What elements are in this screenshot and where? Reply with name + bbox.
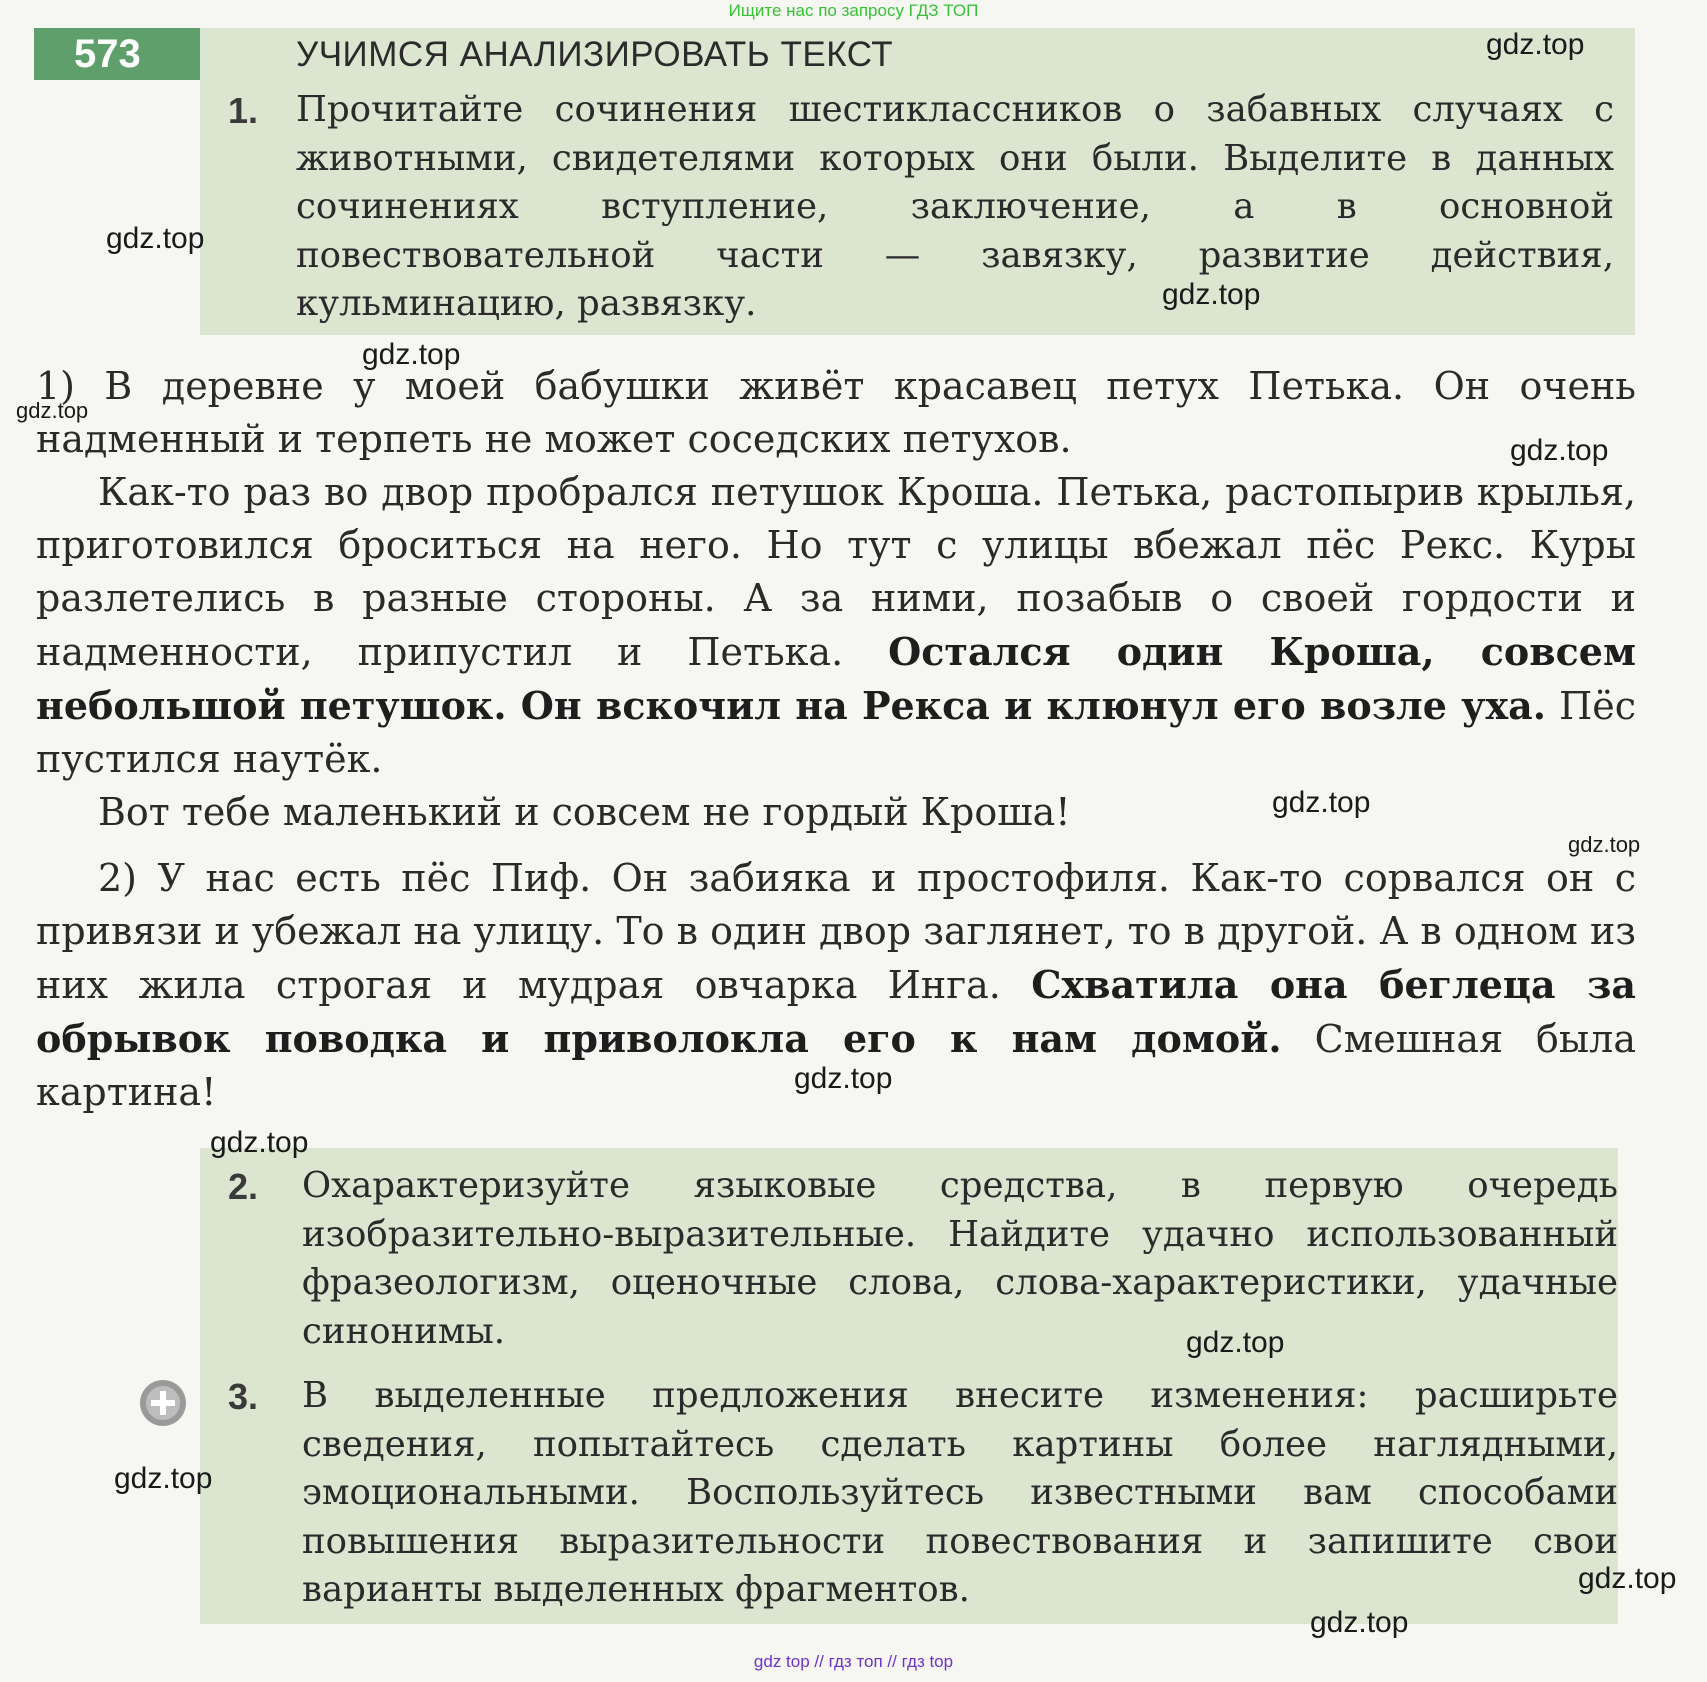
watermark: gdz.top [362,338,461,371]
essay-2-highlighted-sentence: Схватила она беглеца за обрывок поводка и приволокла его к нам домой. [36,962,1636,1061]
essay-1-p2-text: Как-то раз во двор пробрался петушок Кроша. Петька, растопырив крылья, приготовился броситься на него. Но тут с улицы вбежал пёс Рекс. Куры разлетелись в разные стороны. А за ними, позабыв о своей гордости и надменности, припустил и Петька. [36,470,1636,674]
watermark: gdz.top [114,1462,213,1495]
essay-2-text: 2) У нас есть пёс Пиф. Он забияка и простофиля. Как-то сорвался он с привязи и убежал на улицу. То в один двор заглянет, то в другой. А в одном из них жила строгая и мудрая овчарка Инга. [36,856,1636,1007]
watermark: gdz.top [1510,434,1609,467]
watermark: gdz.top [1310,1606,1409,1639]
watermark: gdz.top [1186,1326,1285,1359]
watermark: gdz.top [210,1126,309,1159]
task-2-text: Охарактеризуйте языковые средства, в первую очередь изобразительно-выразительные. Найдите удачно использованный фразеологизм, оценочные слова, слова-характеристики, удачные синонимы. [302,1165,1618,1352]
section-title: УЧИМСЯ АНАЛИЗИРОВАТЬ ТЕКСТ [296,35,894,74]
essay-2-end: Смешная была картина! [36,1017,1636,1114]
watermark: gdz.top [1272,786,1371,819]
watermark: gdz.top [1568,832,1641,857]
watermark: gdz.top [16,398,89,423]
watermark: gdz.top [106,222,205,255]
top-search-note: Ищите нас по запросу ГДЗ ТОП [728,1,979,20]
task-2-number: 2. [228,1166,259,1207]
essay-1-highlighted-sentence: Остался один Кроша, совсем небольшой петушок. Он вскочил на Рекса и клюнул его возле уха. [36,629,1636,728]
watermark: gdz.top [1486,28,1585,61]
task-1-text: Прочитайте сочинения шестиклассников о забавных случаях с животными, свидетелями которых они были. Выделите в данных сочинениях вступление, заключение, а в основной повествовательной части — завязку, развитие действия, кульминацию, развязку. [296,89,1614,324]
task-3-number: 3. [228,1376,259,1417]
essay-1-paragraph-2 [36,466,1636,786]
essay-1-paragraph-3: Вот тебе маленький и совсем не гордый Кроша! [98,790,1071,834]
task-3-text: В выделенные предложения внесите изменения: расширьте сведения, попытайтесь сделать картины более наглядными, эмоциональными. Воспользуйтесь известными вам способами повышения выразительности повествования и запишите свои варианты выделенных фрагментов. [302,1375,1618,1610]
essay-1 [36,360,1636,839]
essay-1-paragraph-1: 1) В деревне у моей бабушки живёт красавец петух Петька. Он очень надменный и терпеть не может соседских петухов. [36,364,1636,461]
task-1-number: 1. [228,90,259,131]
watermark: gdz.top [1578,1562,1677,1595]
watermark: gdz.top [1162,278,1261,311]
plus-circle-icon [138,1378,188,1428]
watermark: gdz.top [794,1062,893,1095]
bottom-note: gdz top // гдз топ // гдз top [753,1652,954,1671]
essay-1-p2-end: Пёс пустился наутёк. [36,684,1636,781]
exercise-number: 573 [34,28,200,80]
